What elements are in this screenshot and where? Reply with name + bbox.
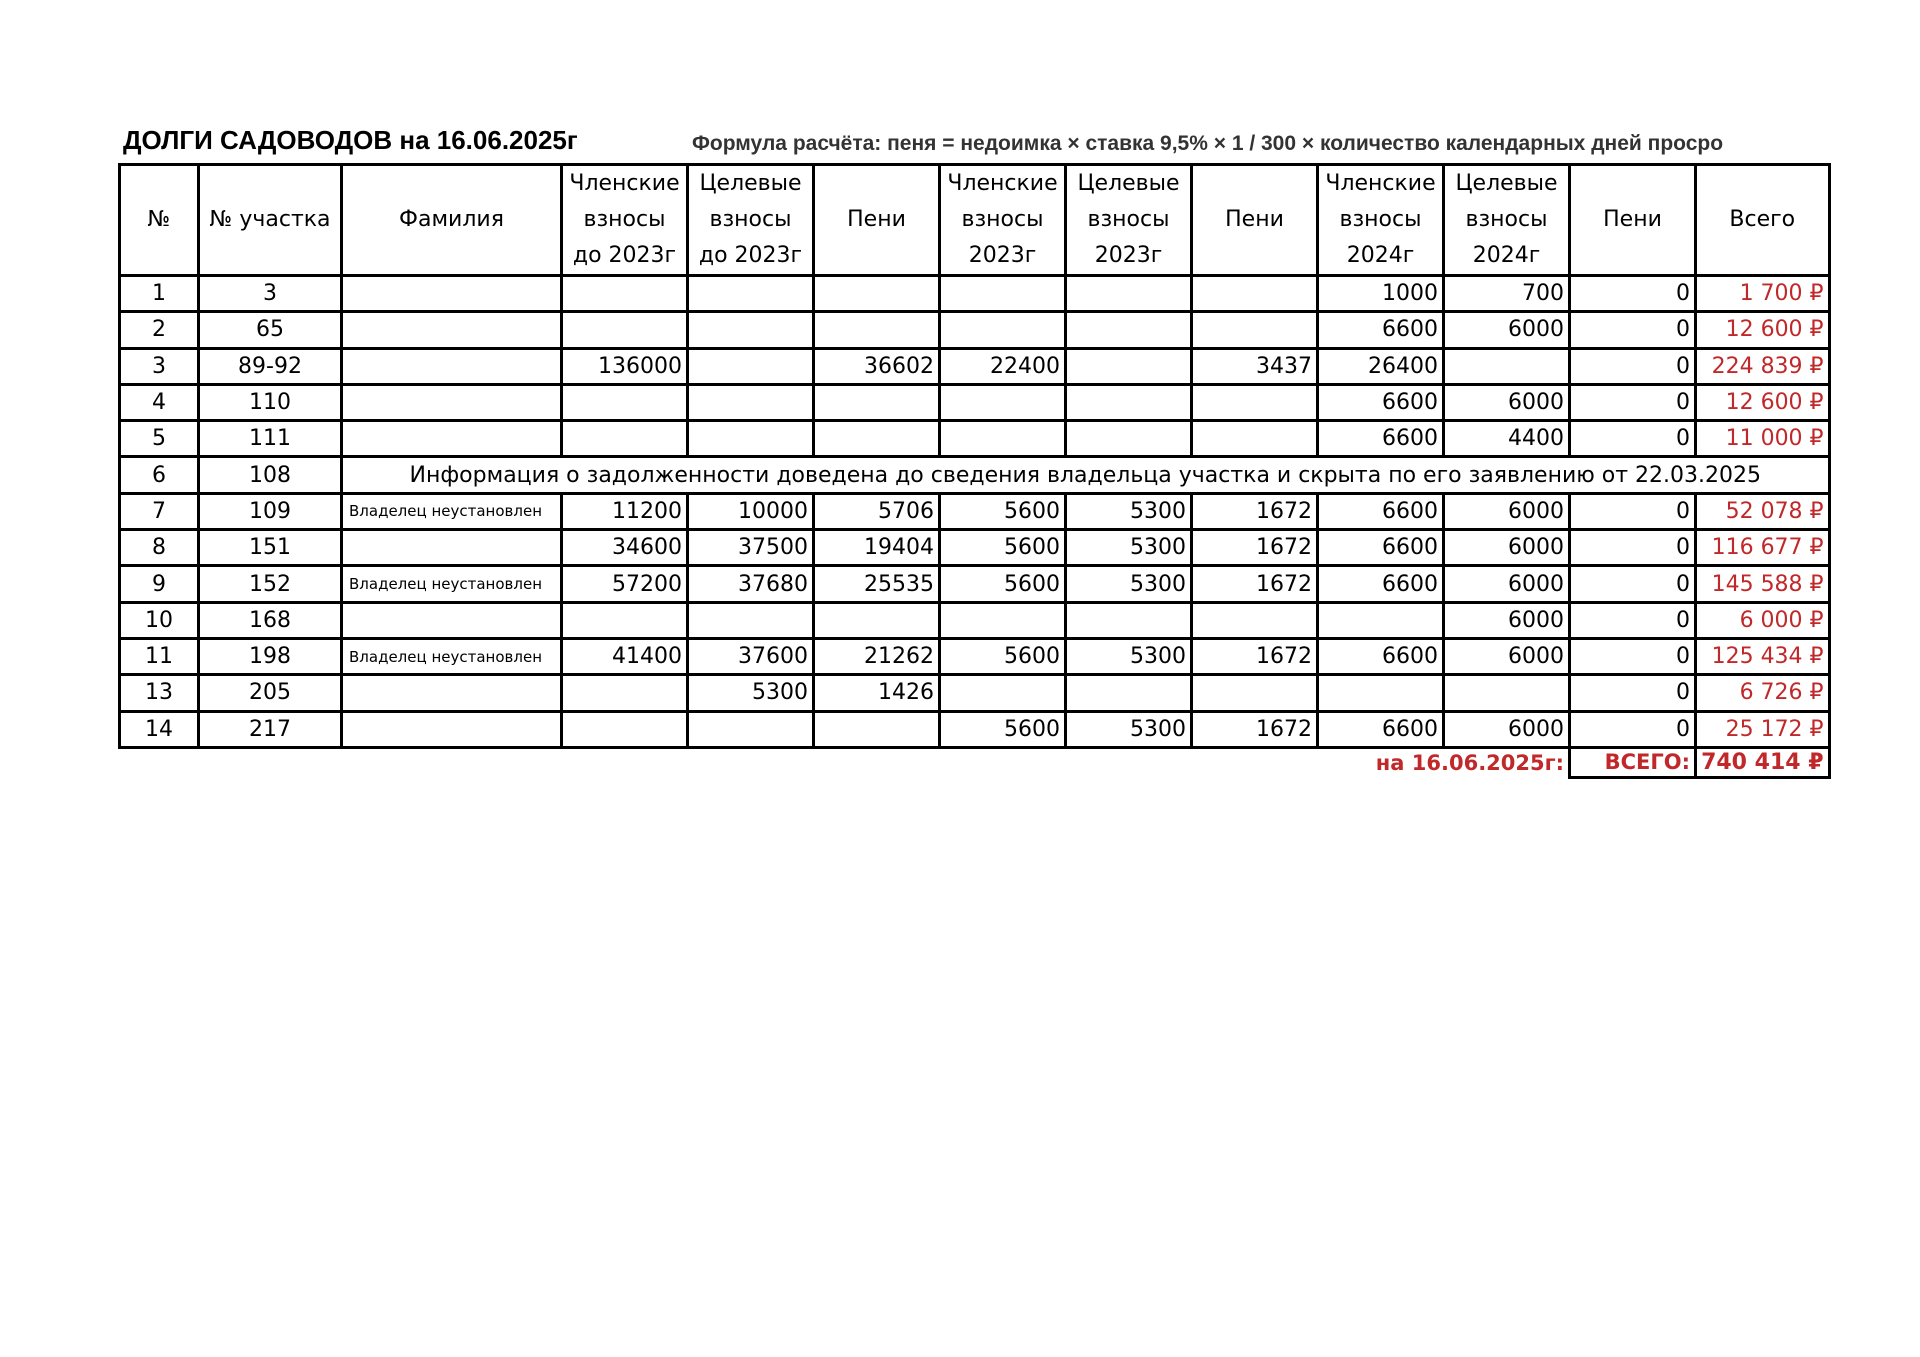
cell-penalty-2024: 0 [1570,638,1696,674]
cell-total: 145 588 ₽ [1696,566,1830,602]
table-row [120,602,1830,638]
col-header-penalty-pre2023: Пени [814,165,940,276]
page-title: ДОЛГИ САДОВОДОВ на 16.06.2025г [123,125,578,155]
cell-target-pre2023 [688,276,814,312]
cell-plot: 65 [199,312,342,348]
cell-plot: 168 [199,602,342,638]
cell-target-pre2023: 10000 [688,493,814,529]
cell-penalty-pre2023: 1426 [814,675,940,711]
cell-member-2023: 5600 [940,638,1066,674]
cell-num: 5 [120,421,199,457]
cell-penalty-2023: 3437 [1192,348,1318,384]
cell-member-pre2023: 34600 [562,530,688,566]
cell-surname: Владелец неустановлен [342,493,562,529]
cell-member-2023 [940,276,1066,312]
cell-target-2023: 5300 [1066,638,1192,674]
table-row [120,384,1830,420]
cell-target-2024 [1444,675,1570,711]
cell-penalty-2024: 0 [1570,530,1696,566]
cell-member-2024: 6600 [1318,312,1444,348]
cell-target-2024 [1444,348,1570,384]
cell-member-2023: 5600 [940,711,1066,747]
cell-penalty-2023 [1192,675,1318,711]
debts-table [118,163,1831,779]
cell-plot: 205 [199,675,342,711]
cell-penalty-2024: 0 [1570,348,1696,384]
cell-surname [342,348,562,384]
cell-total: 11 000 ₽ [1696,421,1830,457]
cell-member-2024 [1318,602,1444,638]
cell-member-2023: 5600 [940,493,1066,529]
cell-member-pre2023 [562,602,688,638]
cell-target-2023 [1066,312,1192,348]
table-footer [120,747,1830,777]
cell-penalty-pre2023: 36602 [814,348,940,384]
col-header-penalty-2023: Пени [1192,165,1318,276]
cell-target-2023 [1066,675,1192,711]
col-header-total: Всего [1696,165,1830,276]
cell-plot: 3 [199,276,342,312]
cell-target-pre2023 [688,602,814,638]
cell-num: 7 [120,493,199,529]
cell-target-pre2023 [688,421,814,457]
cell-num: 8 [120,530,199,566]
cell-member-pre2023 [562,312,688,348]
cell-target-pre2023: 37680 [688,566,814,602]
cell-num: 4 [120,384,199,420]
cell-penalty-pre2023: 25535 [814,566,940,602]
table-row [120,638,1830,674]
table-row [120,566,1830,602]
cell-target-pre2023 [688,384,814,420]
cell-member-2023 [940,675,1066,711]
col-header-member-2023: Членские взносы 2023г [940,165,1066,276]
cell-target-2024: 6000 [1444,638,1570,674]
cell-penalty-2024: 0 [1570,276,1696,312]
table-row [120,530,1830,566]
cell-target-pre2023 [688,312,814,348]
cell-penalty-2023 [1192,602,1318,638]
cell-penalty-2023: 1672 [1192,566,1318,602]
cell-member-pre2023: 57200 [562,566,688,602]
cell-penalty-2024: 0 [1570,384,1696,420]
cell-surname [342,312,562,348]
cell-penalty-2023 [1192,384,1318,420]
col-header-penalty-2024: Пени [1570,165,1696,276]
cell-plot: 110 [199,384,342,420]
table-body [120,276,1830,748]
cell-target-2023: 5300 [1066,493,1192,529]
cell-member-2023 [940,312,1066,348]
cell-surname [342,384,562,420]
cell-member-2024: 6600 [1318,530,1444,566]
cell-penalty-2024: 0 [1570,602,1696,638]
cell-member-pre2023 [562,384,688,420]
cell-member-2023: 5600 [940,566,1066,602]
cell-target-2024: 4400 [1444,421,1570,457]
cell-member-2023: 22400 [940,348,1066,384]
cell-penalty-pre2023: 21262 [814,638,940,674]
cell-member-2023 [940,602,1066,638]
cell-penalty-pre2023 [814,312,940,348]
cell-member-2024: 6600 [1318,384,1444,420]
cell-target-2024: 700 [1444,276,1570,312]
cell-num: 13 [120,675,199,711]
cell-member-2023 [940,384,1066,420]
cell-member-pre2023: 41400 [562,638,688,674]
cell-surname [342,602,562,638]
cell-penalty-2024: 0 [1570,421,1696,457]
footer-grand-total: 740 414 ₽ [1696,747,1830,777]
cell-plot: 111 [199,421,342,457]
cell-surname: Владелец неустановлен [342,566,562,602]
col-header-member-pre2023: Членские взносы до 2023г [562,165,688,276]
cell-member-pre2023: 136000 [562,348,688,384]
cell-penalty-2023: 1672 [1192,638,1318,674]
table-row [120,348,1830,384]
col-header-surname: Фамилия [342,165,562,276]
cell-plot: 108 [199,457,342,493]
cell-num: 6 [120,457,199,493]
cell-target-2024: 6000 [1444,384,1570,420]
cell-num: 9 [120,566,199,602]
cell-penalty-2024: 0 [1570,312,1696,348]
cell-surname [342,711,562,747]
cell-penalty-pre2023 [814,276,940,312]
cell-total: 1 700 ₽ [1696,276,1830,312]
cell-surname [342,530,562,566]
cell-target-2024: 6000 [1444,493,1570,529]
cell-num: 3 [120,348,199,384]
cell-member-2024: 1000 [1318,276,1444,312]
cell-target-2023 [1066,421,1192,457]
cell-member-pre2023: 11200 [562,493,688,529]
cell-num: 2 [120,312,199,348]
footer-total-label: ВСЕГО: [1570,747,1696,777]
cell-target-pre2023 [688,348,814,384]
cell-plot: 89-92 [199,348,342,384]
cell-total: 25 172 ₽ [1696,711,1830,747]
col-header-target-2023: Целевые взносы 2023г [1066,165,1192,276]
col-header-target-2024: Целевые взносы 2024г [1444,165,1570,276]
cell-target-pre2023 [688,711,814,747]
cell-member-2024: 26400 [1318,348,1444,384]
cell-target-2023 [1066,602,1192,638]
cell-surname: Владелец неустановлен [342,638,562,674]
cell-target-2023 [1066,276,1192,312]
cell-penalty-pre2023: 5706 [814,493,940,529]
cell-penalty-pre2023 [814,602,940,638]
table-row [120,312,1830,348]
cell-total: 125 434 ₽ [1696,638,1830,674]
cell-member-2024 [1318,675,1444,711]
cell-penalty-2023 [1192,276,1318,312]
cell-target-2023 [1066,348,1192,384]
cell-num: 14 [120,711,199,747]
table-row [120,421,1830,457]
cell-total: 12 600 ₽ [1696,312,1830,348]
cell-member-2024: 6600 [1318,638,1444,674]
cell-member-2024: 6600 [1318,421,1444,457]
cell-num: 11 [120,638,199,674]
cell-penalty-pre2023 [814,421,940,457]
cell-surname [342,675,562,711]
table-row [120,711,1830,747]
cell-plot: 198 [199,638,342,674]
cell-target-2023: 5300 [1066,711,1192,747]
cell-penalty-2024: 0 [1570,675,1696,711]
cell-target-2024: 6000 [1444,602,1570,638]
cell-target-2023: 5300 [1066,530,1192,566]
col-header-target-pre2023: Целевые взносы до 2023г [688,165,814,276]
col-header-member-2024: Членские взносы 2024г [1318,165,1444,276]
cell-penalty-pre2023 [814,711,940,747]
cell-member-2023 [940,421,1066,457]
cell-total: 6 000 ₽ [1696,602,1830,638]
footer-date-label: на 16.06.2025г: [1375,751,1564,776]
cell-plot: 151 [199,530,342,566]
cell-num: 10 [120,602,199,638]
cell-target-2024: 6000 [1444,530,1570,566]
cell-target-2023 [1066,384,1192,420]
cell-member-2024: 6600 [1318,711,1444,747]
cell-penalty-2023: 1672 [1192,530,1318,566]
cell-penalty-2023 [1192,312,1318,348]
col-header-plot: № участка [199,165,342,276]
cell-num: 1 [120,276,199,312]
cell-member-2024: 6600 [1318,566,1444,602]
cell-member-2023: 5600 [940,530,1066,566]
cell-total: 116 677 ₽ [1696,530,1830,566]
cell-target-2024: 6000 [1444,312,1570,348]
cell-member-pre2023 [562,421,688,457]
cell-target-pre2023: 37500 [688,530,814,566]
cell-target-2024: 6000 [1444,566,1570,602]
cell-plot: 109 [199,493,342,529]
cell-target-2023: 5300 [1066,566,1192,602]
cell-penalty-pre2023: 19404 [814,530,940,566]
cell-total: 6 726 ₽ [1696,675,1830,711]
cell-surname [342,421,562,457]
cell-plot: 217 [199,711,342,747]
cell-member-pre2023 [562,276,688,312]
formula-note: Формула расчёта: пеня = недоимка × ставка 9,5% × 1 / 300 × количество календарных дней просро [692,132,1724,155]
cell-target-2024: 6000 [1444,711,1570,747]
cell-penalty-2023: 1672 [1192,493,1318,529]
cell-total: 12 600 ₽ [1696,384,1830,420]
table-row [120,276,1830,312]
table-row [120,675,1830,711]
cell-member-2024: 6600 [1318,493,1444,529]
cell-penalty-2023 [1192,421,1318,457]
cell-total: 52 078 ₽ [1696,493,1830,529]
cell-total: 224 839 ₽ [1696,348,1830,384]
cell-penalty-2024: 0 [1570,493,1696,529]
cell-member-pre2023 [562,675,688,711]
cell-penalty-2024: 0 [1570,566,1696,602]
header-row [120,165,1830,276]
cell-hidden-note: Информация о задолженности доведена до сведения владельца участка и скрыта по его заявлению от 22.03.2025 [342,457,1830,493]
table-row [120,493,1830,529]
cell-penalty-2024: 0 [1570,711,1696,747]
table-row [120,457,1830,493]
col-header-num: № [120,165,199,276]
cell-target-pre2023: 37600 [688,638,814,674]
cell-target-pre2023: 5300 [688,675,814,711]
cell-plot: 152 [199,566,342,602]
cell-surname [342,276,562,312]
cell-member-pre2023 [562,711,688,747]
cell-penalty-pre2023 [814,384,940,420]
cell-penalty-2023: 1672 [1192,711,1318,747]
